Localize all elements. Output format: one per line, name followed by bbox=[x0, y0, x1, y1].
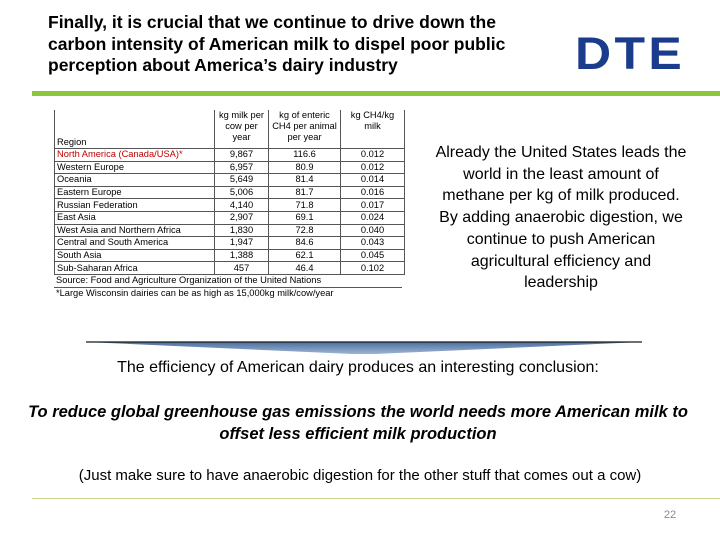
cell-ch4-kg: 0.045 bbox=[341, 249, 405, 262]
conclusion-statement: To reduce global greenhouse gas emissions the world needs more American milk to offset less efficient milk production bbox=[28, 403, 688, 443]
cell-ch4-animal: 81.4 bbox=[269, 174, 341, 187]
cell-region: Eastern Europe bbox=[55, 186, 215, 199]
cell-ch4-kg: 0.043 bbox=[341, 237, 405, 250]
header-ch4-animal-label: kg of enteric CH4 per animal per year bbox=[272, 110, 337, 142]
table-header-row bbox=[55, 110, 405, 149]
cell-ch4-animal: 80.9 bbox=[269, 161, 341, 174]
cell-milk: 1,947 bbox=[215, 237, 269, 250]
table-row bbox=[55, 237, 405, 250]
cell-ch4-kg: 0.016 bbox=[341, 186, 405, 199]
conclusion-intro: The efficiency of American dairy produces an interesting conclusion: bbox=[117, 359, 599, 376]
cell-region: South Asia bbox=[55, 249, 215, 262]
cell-ch4-animal: 71.8 bbox=[269, 199, 341, 212]
footer-divider bbox=[32, 498, 720, 499]
cell-region: Russian Federation bbox=[55, 199, 215, 212]
table-row bbox=[55, 186, 405, 199]
methane-table bbox=[54, 110, 402, 299]
cell-milk: 2,907 bbox=[215, 211, 269, 224]
cell-region: Central and South America bbox=[55, 237, 215, 250]
header-milk-label: kg milk per cow per year bbox=[219, 110, 264, 142]
cell-ch4-animal: 81.7 bbox=[269, 186, 341, 199]
table-row bbox=[55, 161, 405, 174]
cell-milk: 6,957 bbox=[215, 161, 269, 174]
table-note: *Large Wisconsin dairies can be as high as 15,000kg milk/cow/year bbox=[54, 287, 402, 300]
cell-milk: 5,006 bbox=[215, 186, 269, 199]
cell-ch4-kg: 0.012 bbox=[341, 161, 405, 174]
cell-ch4-animal: 72.8 bbox=[269, 224, 341, 237]
cell-ch4-kg: 0.017 bbox=[341, 199, 405, 212]
cell-ch4-animal: 84.6 bbox=[269, 237, 341, 250]
header-ch4-kg bbox=[341, 110, 405, 149]
header-ch4-animal bbox=[269, 110, 341, 149]
cell-ch4-animal: 69.1 bbox=[269, 211, 341, 224]
table-body bbox=[55, 149, 405, 275]
data-table bbox=[54, 110, 405, 275]
cell-milk: 5,649 bbox=[215, 174, 269, 187]
header-ch4-kg-label: kg CH4/kg milk bbox=[350, 110, 395, 131]
table-row bbox=[55, 199, 405, 212]
conclusion-note: (Just make sure to have anaerobic digestion for the other stuff that comes out a cow) bbox=[78, 467, 642, 484]
header-milk bbox=[215, 110, 269, 149]
table-row bbox=[55, 174, 405, 187]
table-source: Source: Food and Agriculture Organization of the United Nations bbox=[56, 274, 322, 285]
cell-milk: 1,388 bbox=[215, 249, 269, 262]
cell-region: Oceania bbox=[55, 174, 215, 187]
cell-ch4-animal: 46.4 bbox=[269, 262, 341, 275]
cell-ch4-animal: 62.1 bbox=[269, 249, 341, 262]
cell-milk: 4,140 bbox=[215, 199, 269, 212]
cell-region: North America (Canada/USA)* bbox=[55, 149, 215, 162]
cell-region: Western Europe bbox=[55, 161, 215, 174]
table-row bbox=[55, 224, 405, 237]
table-row bbox=[55, 262, 405, 275]
dte-logo-text: DTE bbox=[575, 28, 685, 77]
cell-ch4-kg: 0.012 bbox=[341, 149, 405, 162]
side-text: Already the United States leads the world in the least amount of methane per kg of milk produced. By adding anaerobic digestion, we continue to push American agricultural efficiency and leadership bbox=[435, 144, 687, 292]
header-divider bbox=[32, 91, 720, 96]
header-region: Region bbox=[55, 110, 215, 149]
cell-ch4-kg: 0.102 bbox=[341, 262, 405, 275]
table-row bbox=[55, 249, 405, 262]
cell-region: West Asia and Northern Africa bbox=[55, 224, 215, 237]
page-number: 22 bbox=[663, 509, 677, 521]
cell-ch4-kg: 0.014 bbox=[341, 174, 405, 187]
table-row bbox=[55, 211, 405, 224]
cell-region: Sub-Saharan Africa bbox=[55, 262, 215, 275]
dte-logo bbox=[574, 27, 686, 77]
slide-title: Finally, it is crucial that we continue to drive down the carbon intensity of American milk to dispel poor public perception about America’s dairy industry bbox=[48, 12, 506, 75]
cell-ch4-animal: 116.6 bbox=[269, 149, 341, 162]
cell-region: East Asia bbox=[55, 211, 215, 224]
table-row bbox=[55, 149, 405, 162]
cell-ch4-kg: 0.040 bbox=[341, 224, 405, 237]
cell-milk: 457 bbox=[215, 262, 269, 275]
cell-milk: 9,867 bbox=[215, 149, 269, 162]
cell-milk: 1,830 bbox=[215, 224, 269, 237]
cell-ch4-kg: 0.024 bbox=[341, 211, 405, 224]
funnel-divider bbox=[86, 340, 642, 356]
